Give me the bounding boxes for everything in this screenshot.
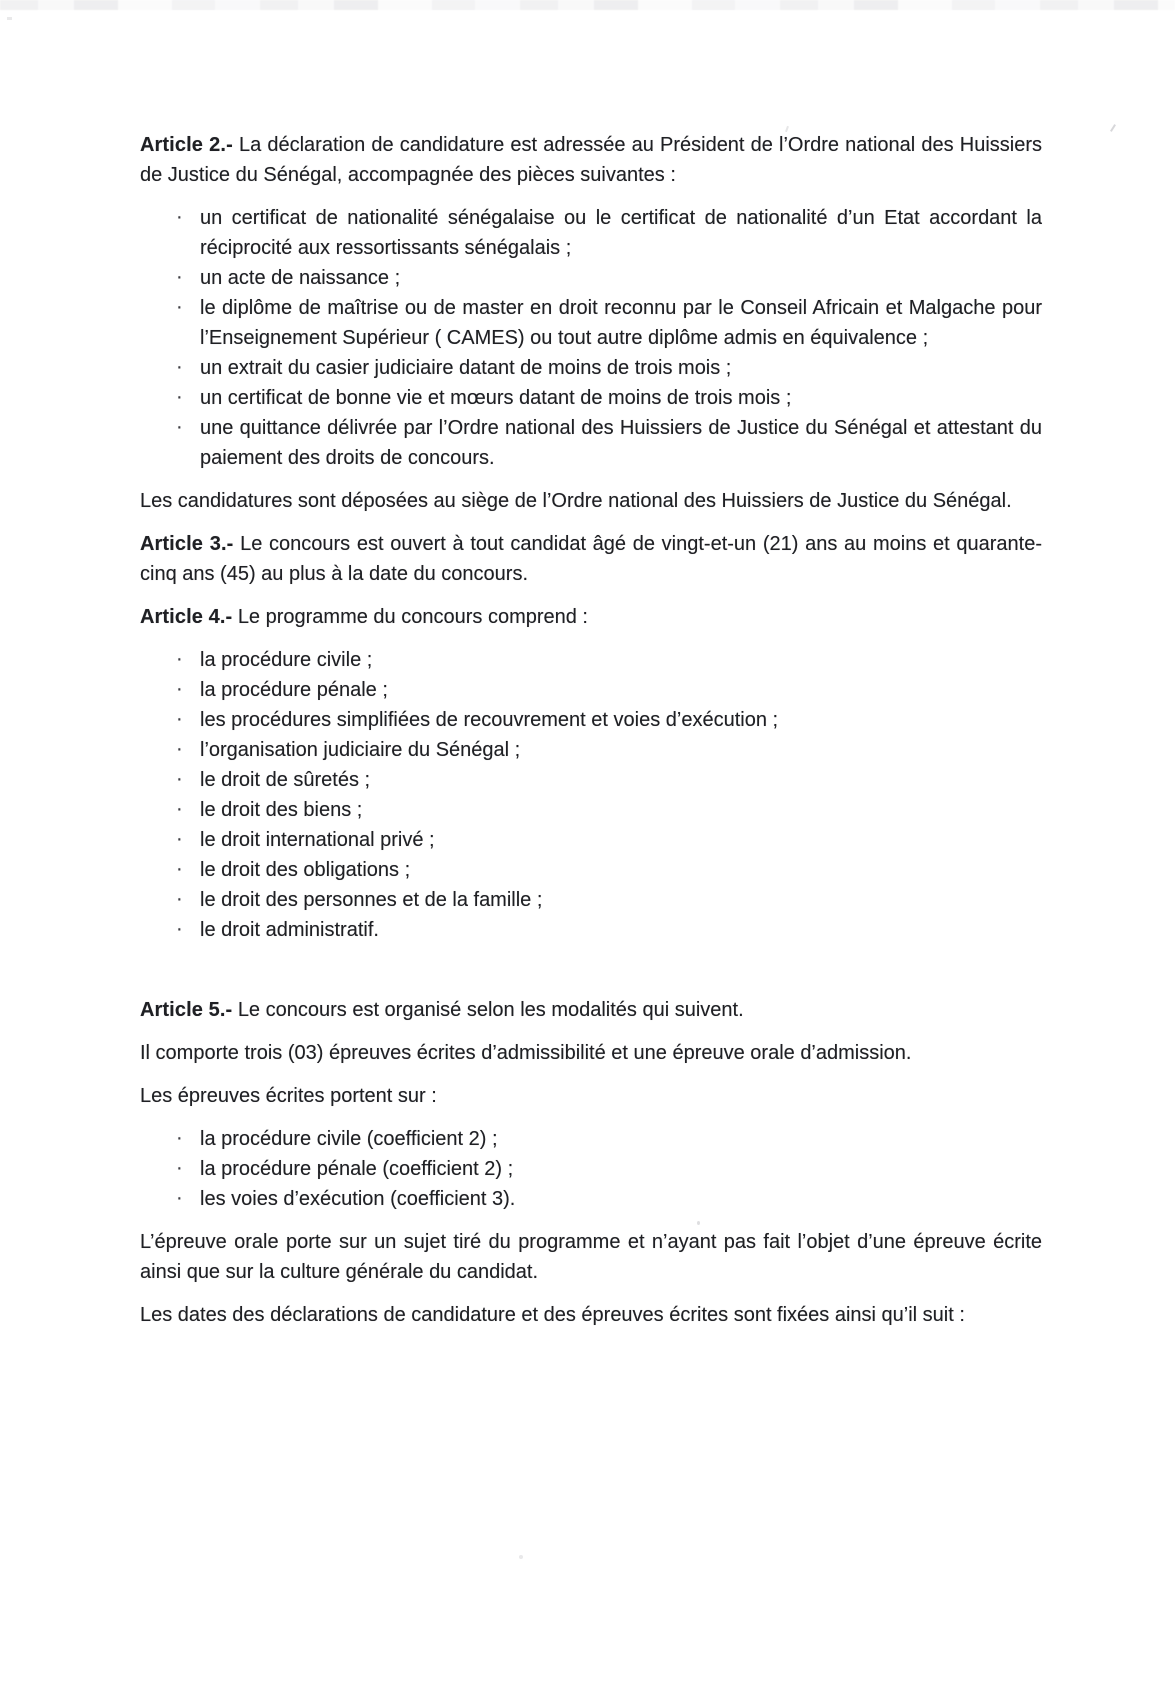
scan-artifact-top xyxy=(0,0,1175,10)
article-4-heading: Article 4.- xyxy=(140,606,233,628)
article-5-heading: Article 5.- xyxy=(140,999,233,1021)
article-3-body: Le concours est ouvert à tout candidat âgé de vingt-et-un (21) ans au moins et quarante-cinq ans (45) au plus à la date du concours. xyxy=(140,533,1043,585)
bullet-icon: · xyxy=(176,798,183,820)
bullet-icon: · xyxy=(176,828,183,850)
bullet-icon: · xyxy=(176,1127,183,1149)
list-item xyxy=(140,1154,1042,1184)
bullet-icon: · xyxy=(176,416,183,438)
list-item-text: l’organisation judiciaire du Sénégal ; xyxy=(200,739,521,761)
bullet-icon: · xyxy=(176,858,183,880)
list-item-text: le droit des biens ; xyxy=(200,799,363,821)
list-item-text: le droit des personnes et de la famille ; xyxy=(200,889,543,911)
list-item-text: le diplôme de maîtrise ou de master en droit reconnu par le Conseil Africain et Malgache pour l’Enseignement Supérieur ( CAMES) ou tout autre diplôme admis en équivalence ; xyxy=(200,297,1042,349)
paragraph-depot: Les candidatures sont déposées au siège de l’Ordre national des Huissiers de Justice du Sénégal. xyxy=(140,490,1012,512)
list-item-text: le droit administratif. xyxy=(200,919,379,941)
bullet-icon: · xyxy=(176,266,183,288)
article-3-heading: Article 3.- xyxy=(140,533,234,555)
list-item xyxy=(140,765,1042,795)
bullet-icon: · xyxy=(176,1187,183,1209)
programme-list xyxy=(140,645,1042,945)
list-item xyxy=(140,795,1042,825)
bullet-icon: · xyxy=(176,206,183,228)
list-item xyxy=(140,263,1042,293)
paragraph-article-2 xyxy=(140,130,1042,190)
paragraph-article-4 xyxy=(140,602,1042,632)
list-item xyxy=(140,825,1042,855)
paragraph-dates: Les dates des déclarations de candidature et des épreuves écrites sont fixées ainsi qu’il suit : xyxy=(140,1304,965,1326)
scan-speck xyxy=(697,1221,700,1225)
scan-speck xyxy=(1110,124,1116,132)
bullet-icon: · xyxy=(176,918,183,940)
list-item xyxy=(140,1124,1042,1154)
paragraph-orale: L’épreuve orale porte sur un sujet tiré du programme et n’ayant pas fait l’objet d’une épreuve écrite ainsi que sur la culture générale du candidat. xyxy=(140,1231,1042,1283)
article-2-body: La déclaration de candidature est adressée au Président de l’Ordre national des Huissiers de Justice du Sénégal, accompagnée des pièces suivantes : xyxy=(140,134,1042,186)
list-item xyxy=(140,855,1042,885)
list-item xyxy=(140,735,1042,765)
list-item-text: le droit international privé ; xyxy=(200,829,435,851)
list-item-text: les voies d’exécution (coefficient 3). xyxy=(200,1188,516,1210)
paragraph-article-5 xyxy=(140,995,1042,1025)
list-item-text: le droit de sûretés ; xyxy=(200,769,371,791)
list-item-text: la procédure civile (coefficient 2) ; xyxy=(200,1128,498,1150)
list-item-text: un certificat de nationalité sénégalaise ou le certificat de nationalité d’un Etat accordant la réciprocité aux ressortissants sénégalais ; xyxy=(200,207,1042,259)
list-item xyxy=(140,353,1042,383)
list-item-text: le droit des obligations ; xyxy=(200,859,411,881)
list-item xyxy=(140,705,1042,735)
bullet-icon: · xyxy=(176,1157,183,1179)
scan-speck xyxy=(7,17,12,20)
bullet-icon: · xyxy=(176,648,183,670)
list-item-text: la procédure pénale (coefficient 2) ; xyxy=(200,1158,514,1180)
bullet-icon: · xyxy=(176,386,183,408)
list-item xyxy=(140,675,1042,705)
list-item-text: un acte de naissance ; xyxy=(200,267,401,289)
pieces-list xyxy=(140,203,1042,473)
list-item xyxy=(140,293,1042,353)
list-item-text: la procédure pénale ; xyxy=(200,679,388,701)
bullet-icon: · xyxy=(176,678,183,700)
article-5-body: Le concours est organisé selon les modalités qui suivent. xyxy=(237,999,744,1021)
document-content xyxy=(140,130,1042,1343)
list-item xyxy=(140,203,1042,263)
bullet-icon: · xyxy=(176,888,183,910)
list-item-text: une quittance délivrée par l’Ordre national des Huissiers de Justice du Sénégal et attestant du paiement des droits de concours. xyxy=(200,417,1042,469)
paragraph-article-3 xyxy=(140,529,1042,589)
list-item xyxy=(140,413,1042,473)
list-item xyxy=(140,885,1042,915)
scan-speck xyxy=(519,1555,523,1559)
paragraph-ecrites-intro: Les épreuves écrites portent sur : xyxy=(140,1085,437,1107)
ecrites-list xyxy=(140,1124,1042,1214)
bullet-icon: · xyxy=(176,356,183,378)
list-item xyxy=(140,1184,1042,1214)
bullet-icon: · xyxy=(176,738,183,760)
bullet-icon: · xyxy=(176,708,183,730)
bullet-icon: · xyxy=(176,296,183,318)
article-4-body: Le programme du concours comprend : xyxy=(237,606,588,628)
list-item xyxy=(140,915,1042,945)
paragraph-epreuves-intro: Il comporte trois (03) épreuves écrites d’admissibilité et une épreuve orale d’admission. xyxy=(140,1042,912,1064)
list-item xyxy=(140,383,1042,413)
bullet-icon: · xyxy=(176,768,183,790)
list-item-text: un certificat de bonne vie et mœurs datant de moins de trois mois ; xyxy=(200,387,792,409)
list-item-text: les procédures simplifiées de recouvrement et voies d’exécution ; xyxy=(200,709,779,731)
list-item xyxy=(140,645,1042,675)
list-item-text: la procédure civile ; xyxy=(200,649,373,671)
list-item-text: un extrait du casier judiciaire datant de moins de trois mois ; xyxy=(200,357,732,379)
article-2-heading: Article 2.- xyxy=(140,134,233,156)
